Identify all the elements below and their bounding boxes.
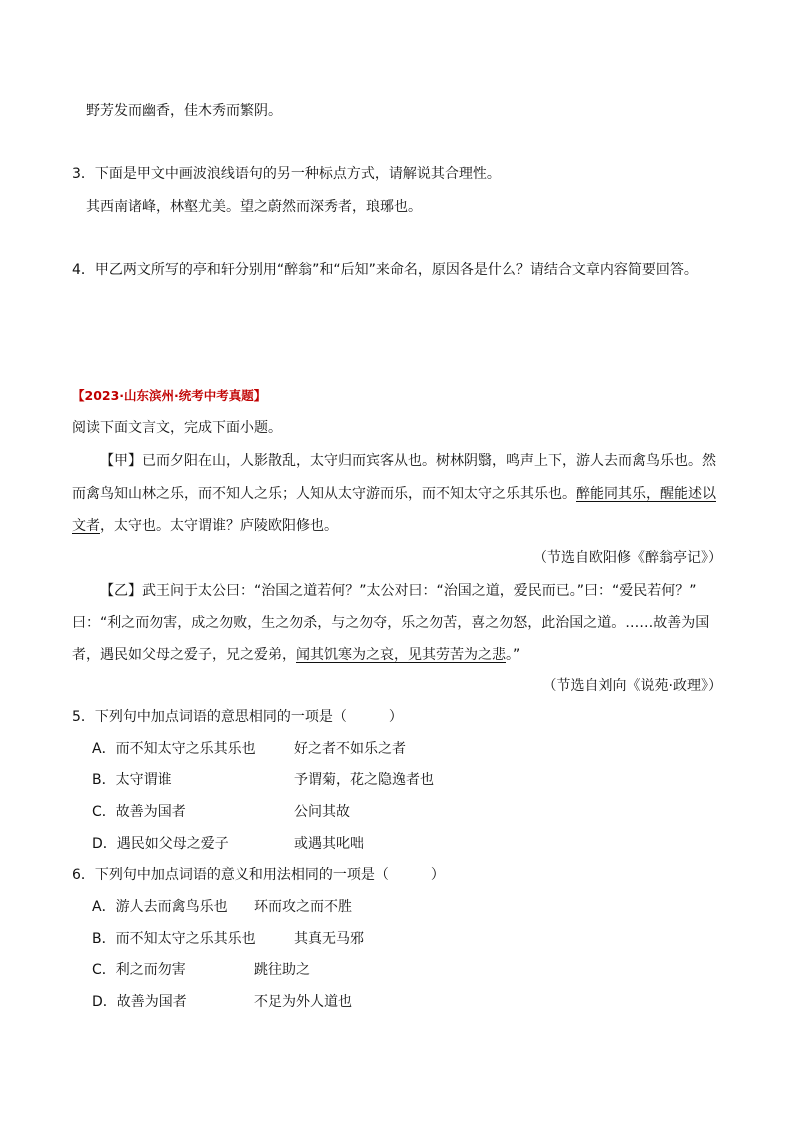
question-5-option-d	[92, 834, 364, 854]
question-4-prompt: 4．甲乙两文所写的亭和轩分别用“醉翁”和“后知”来命名，原因各是什么？请结合文章内容简要回答。	[72, 262, 698, 278]
passage-yi-line-3	[72, 645, 520, 665]
passage-yi-line-2: 曰：“利之而勿害，成之勿败，生之勿杀，与之勿夺，乐之勿苦，喜之勿怒，此治国之道。……故善为国	[72, 615, 710, 631]
continued-quote: 野芳发而幽香，佳木秀而繁阴。	[86, 103, 282, 119]
passage-text: 。”	[506, 647, 521, 663]
question-3-quote: 其西南诸峰，林壑尤美。望之蔚然而深秀者，琅琊也。	[86, 199, 422, 215]
passage-jia-line-2	[72, 484, 716, 504]
reading-instruction: 阅读下面文言文，完成下面小题。	[72, 420, 282, 436]
option-right: 不足为外人道也	[254, 994, 352, 1010]
question-3-prompt: 3．下面是甲文中画波浪线语句的另一种标点方式，请解说其合理性。	[72, 166, 501, 182]
passage-text: ，太守也。太守谓谁？庐陵欧阳修也。	[100, 518, 338, 534]
underlined-sentence: 文者	[72, 518, 100, 534]
passage-jia-line-1: 【甲】已而夕阳在山，人影散乱，太守归而宾客从也。树林阴翳，鸣声上下，游人去而禽鸟乐也。然	[100, 453, 716, 469]
option-left: D．故善为国者	[92, 994, 187, 1010]
option-right: 予谓菊，花之隐逸者也	[294, 772, 434, 788]
section-tag: 【2023·山东滨州·统考中考真题】	[72, 388, 267, 403]
question-5-option-c	[92, 802, 350, 822]
option-right: 好之者不如乐之者	[294, 741, 406, 757]
passage-yi-source: （节选自刘向《说苑·政理》）	[542, 678, 722, 694]
option-left: B．而不知太守之乐其乐也	[92, 931, 256, 947]
option-left: B．太守谓谁	[92, 772, 172, 788]
passage-text: 者，遇民如父母之爱子，兄之爱弟，	[72, 647, 296, 663]
option-left: C．利之而勿害	[92, 962, 186, 978]
question-5-option-a	[92, 739, 406, 759]
passage-text: 而禽鸟知山林之乐，而不知人之乐；人知从太守游而乐，而不知太守之乐其乐也。	[72, 486, 576, 502]
option-left: C．故善为国者	[92, 804, 186, 820]
question-6-option-b	[92, 929, 364, 949]
underlined-sentence: 闻其饥寒为之哀，见其劳苦为之悲	[296, 647, 506, 663]
passage-jia-line-3	[72, 516, 338, 536]
question-6-option-c	[92, 960, 310, 980]
option-left: A．游人去而禽鸟乐也	[92, 899, 228, 915]
question-6-option-d	[92, 992, 352, 1012]
option-right: 其真无马邪	[294, 931, 364, 947]
option-left: D．遇民如父母之爱子	[92, 836, 229, 852]
question-6-prompt: 6．下列句中加点词语的意义和用法相同的一项是（ ）	[72, 867, 445, 883]
question-6-option-a	[92, 897, 352, 917]
passage-yi-line-1: 【乙】武王问于太公曰：“治国之道若何？”太公对曰：“治国之道，爱民而已。”曰：“爱民若何？”	[100, 583, 697, 599]
option-right: 环而攻之而不胜	[254, 899, 352, 915]
question-5-prompt: 5．下列句中加点词语的意思相同的一项是（ ）	[72, 709, 403, 725]
option-left: A．而不知太守之乐其乐也	[92, 741, 256, 757]
passage-jia-source: （节选自欧阳修《醉翁亭记》）	[533, 550, 722, 566]
underlined-sentence: 醉能同其乐，醒能述以	[576, 486, 716, 502]
question-5-option-b	[92, 770, 434, 790]
option-right: 跳往助之	[254, 962, 310, 978]
option-right: 或遇其叱咄	[294, 836, 364, 852]
option-right: 公问其故	[294, 804, 350, 820]
